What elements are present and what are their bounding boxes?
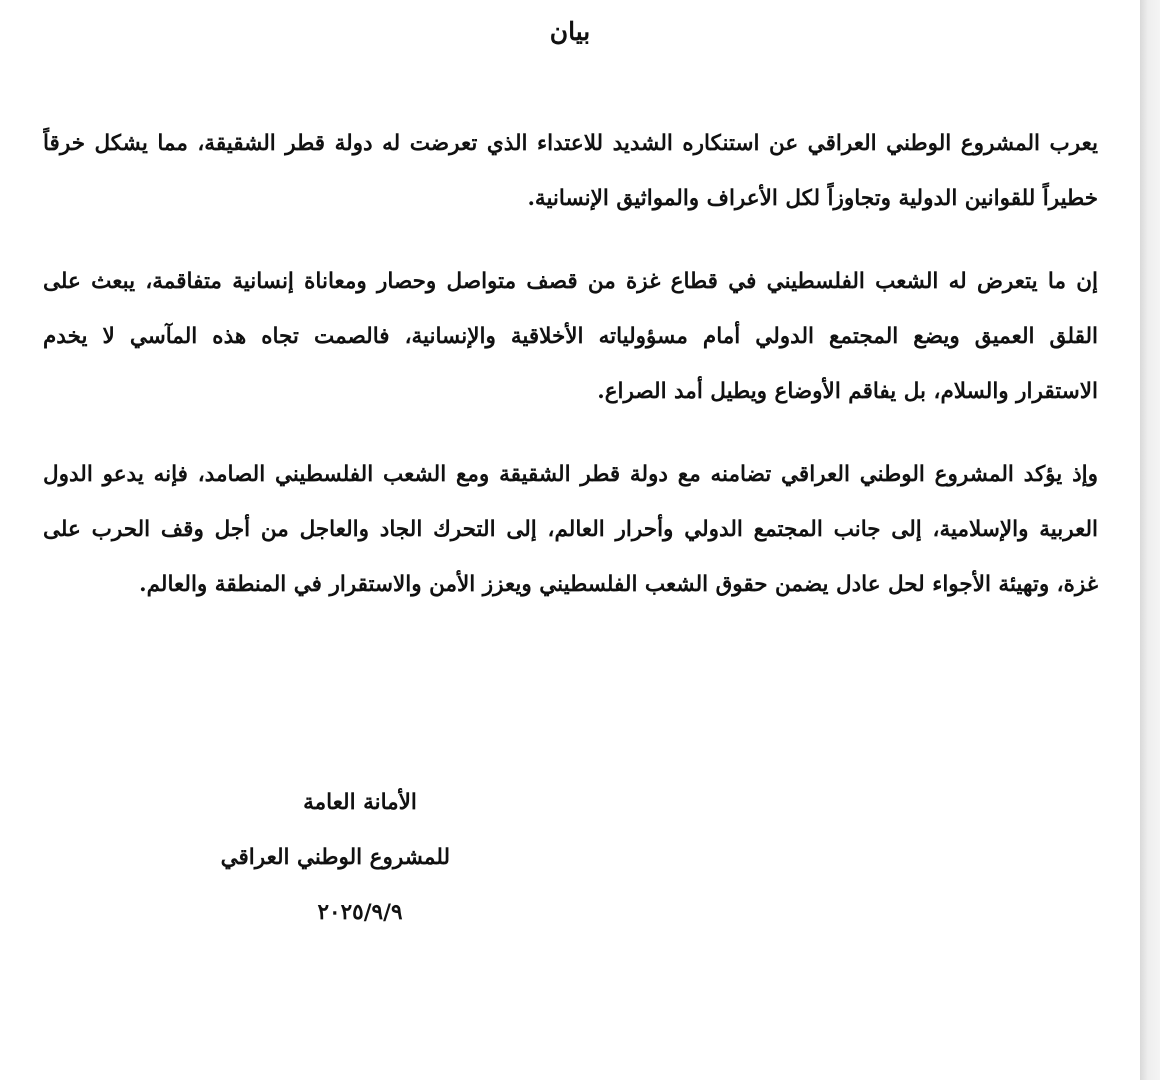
signature-organization: للمشروع الوطني العراقي <box>220 845 450 870</box>
signature-date: ٢٠٢٥/٩/٩ <box>317 900 403 925</box>
paragraph-line: وإذ يؤكد المشروع الوطني العراقي تضامنه مع دولة قطر الشقيقة ومع الشعب الفلسطيني الصامد، فإنه يدعو الدول <box>43 462 1098 487</box>
paragraph-2 <box>43 254 1098 419</box>
statement-body <box>43 116 1098 640</box>
paragraph-line: يعرب المشروع الوطني العراقي عن استنكاره الشديد للاعتداء الذي تعرضت له دولة قطر الشقيقة، مما يشكل خرقاً <box>43 131 1098 156</box>
paragraph-line: خطيراً للقوانين الدولية وتجاوزاً لكل الأعراف والمواثيق الإنسانية. <box>527 186 1098 211</box>
signature-office: الأمانة العامة <box>303 790 417 815</box>
paragraph-line: الاستقرار والسلام، بل يفاقم الأوضاع ويطيل أمد الصراع. <box>597 379 1098 404</box>
paragraph-1 <box>43 116 1098 226</box>
paragraph-line: إن ما يتعرض له الشعب الفلسطيني في قطاع غزة من قصف متواصل وحصار ومعاناة إنسانية متفاقمة، يبعث على <box>43 269 1098 294</box>
paragraph-line: العربية والإسلامية، إلى جانب المجتمع الدولي وأحرار العالم، إلى التحرك الجاد والعاجل من أجل وقف الحرب على <box>43 517 1098 542</box>
document-title: بيان <box>549 17 591 46</box>
paragraph-line: القلق العميق ويضع المجتمع الدولي أمام مسؤولياته الأخلاقية والإنسانية، فالصمت تجاه هذه المآسي لا يخدم <box>43 324 1098 349</box>
paragraph-3 <box>43 447 1098 612</box>
signature-block <box>220 775 450 940</box>
paragraph-line: غزة، وتهيئة الأجواء لحل عادل يضمن حقوق الشعب الفلسطيني ويعزز الأمن والاستقرار في المنطقة والعالم. <box>139 572 1098 597</box>
page-edge <box>1140 0 1160 1080</box>
